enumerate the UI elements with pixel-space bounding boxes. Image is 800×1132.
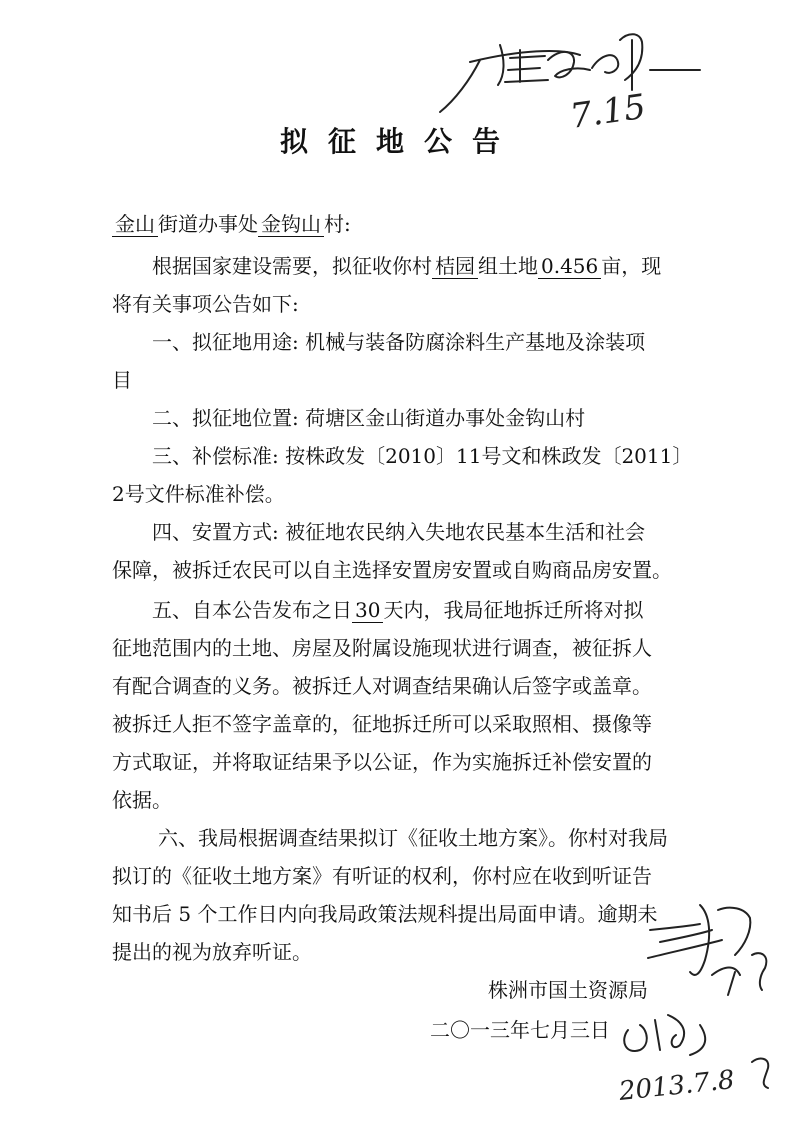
item5-text-a: 五、自本公告发布之日 — [152, 598, 352, 622]
item4-line-2: 保障，被拆迁农民可以自主选择安置房安置或自购商品房安置。 — [112, 558, 672, 582]
intro-text-a: 根据国家建设需要，拟征收你村 — [152, 254, 432, 278]
top-handwritten-date: 7.15 — [567, 86, 649, 137]
bottom-handwritten-date: 2013.7.8 — [617, 1065, 736, 1107]
intro-line-1 — [152, 252, 772, 280]
intro-text-b: 组土地 — [478, 254, 538, 278]
item4-line-1: 四、安置方式: 被征地农民纳入失地农民基本生活和社会 — [152, 520, 646, 544]
addressee-village: 金钩山 — [258, 212, 324, 237]
item6-line-1: 六、我局根据调查结果拟订《征收土地方案》。你村对我局 — [158, 826, 668, 850]
item3-line-2: 2号文件标准补偿。 — [112, 482, 285, 506]
item6-line-4: 提出的视为放弃听证。 — [112, 940, 312, 964]
issue-date: 二〇一三年七月三日 — [430, 1018, 610, 1042]
addressee-line — [112, 210, 732, 238]
item1-line-1: 一、拟征地用途: 机械与装备防腐涂料生产基地及涂装项 — [152, 330, 646, 354]
issuer-name: 株洲市国土资源局 — [488, 978, 648, 1002]
intro-text-c: 亩，现 — [601, 254, 662, 278]
item5-line-2: 征地范围内的土地、房屋及附属设施现状进行调查，被征拆人 — [112, 636, 652, 660]
intro-group: 桔园 — [432, 254, 478, 279]
item5-line-6: 依据。 — [112, 788, 172, 812]
addressee-street: 金山 — [112, 212, 158, 237]
item5-line-5: 方式取证，并将取证结果予以公证，作为实施拆迁补偿安置的 — [112, 750, 652, 774]
addressee-office: 街道办事处 — [158, 212, 258, 236]
item5-line-4: 被拆迁人拒不签字盖章的，征地拆迁所可以采取照相、摄像等 — [112, 712, 652, 736]
intro-line-2: 将有关事项公告如下: — [112, 292, 299, 316]
item3-line-1: 三、补偿标准: 按株政发〔2010〕11号文和株政发〔2011〕 — [152, 444, 693, 468]
item6-line-3: 知书后 5 个工作日内向我局政策法规科提出局面申请。逾期未 — [112, 902, 658, 926]
item5-line-3: 有配合调查的义务。被拆迁人对调查结果确认后签字或盖章。 — [112, 674, 652, 698]
item5-line-1 — [152, 596, 772, 624]
item5-days: 30 — [352, 598, 383, 623]
bottom-signature — [617, 905, 769, 1107]
item6-line-2: 拟订的《征收土地方案》有听证的权利，你村应在收到听证告 — [112, 864, 652, 888]
item1-line-2: 目 — [112, 368, 132, 392]
item5-text-b: 天内，我局征地拆迁所将对拟 — [383, 598, 644, 622]
addressee-end: 村: — [324, 212, 351, 236]
intro-area: 0.456 — [538, 254, 601, 279]
notice-title: 拟征地公告 — [279, 125, 520, 158]
item2-line: 二、拟征地位置: 荷塘区金山街道办事处金钩山村 — [152, 406, 586, 430]
